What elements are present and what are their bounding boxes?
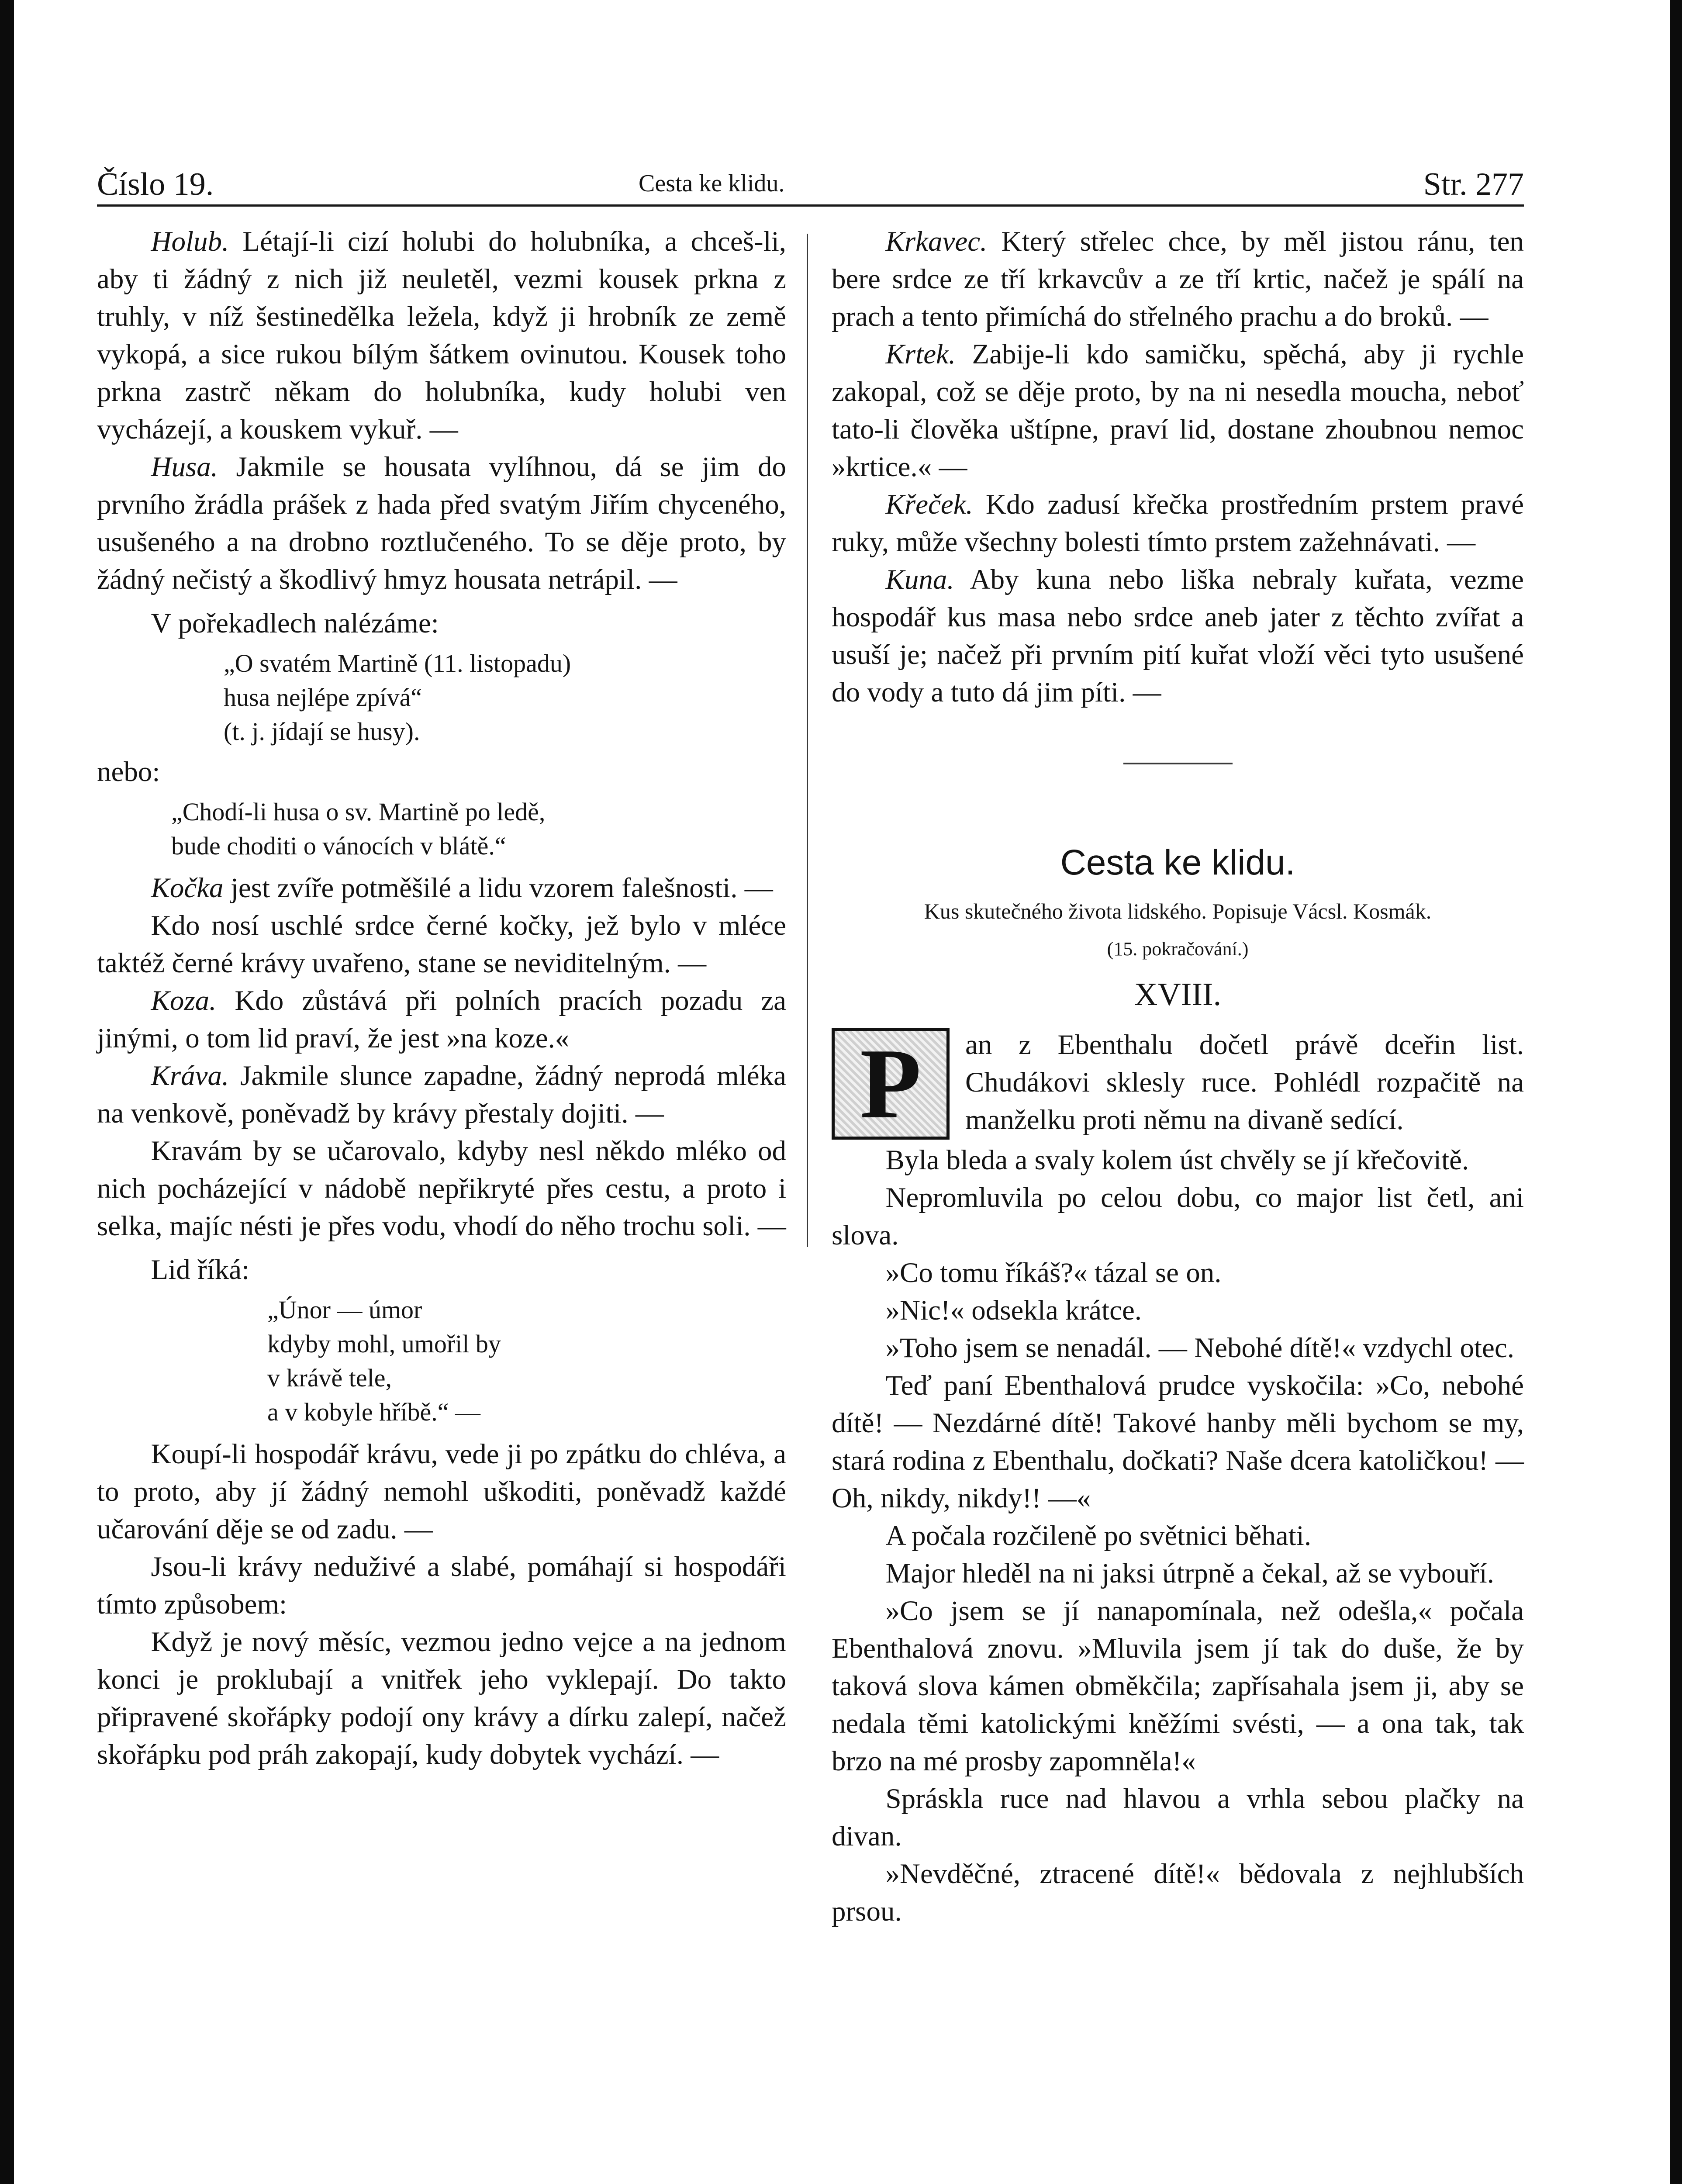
entry-krava-2: Kravám by se učarovalo, kdyby nesl někdo mléko od nich pocházející v nádobě nepřikryté přes cestu, a proto i selka, majíc nésti je přes vodu, vhodí do něho trochu soli. —: [97, 1135, 786, 1242]
porekadla-intro: V pořekadlech nalézáme:: [151, 608, 439, 639]
chapter-number: XVIII.: [1134, 977, 1222, 1013]
entry-krtek: [832, 335, 1524, 486]
term-koza: Koza.: [151, 985, 217, 1016]
text-holub: Létají-li cizí holubi do holubníka, a chceš-li, aby ti žádný z nich již neuletěl, vezmi kousek prkna z truhly, v níž šestinedělka ležela, když ji hrobník ze země vykopá, a sice rukou bílým šátkem ovinutou. Kousek toho prkna zastrč někam do holubníka, kudy holubi ven vycházejí, a kouskem vykuř. —: [97, 226, 787, 445]
text-krava: Jakmile slunce zapadne, žádný neprodá mléka na venkově, poněvadž by krávy přestaly dojiti. —: [97, 1060, 787, 1129]
text-krecek: Kdo zadusí křečka prostředním prstem pravé ruky, může všechny bolesti tímto prstem zažehnávati. —: [832, 489, 1524, 558]
page-header: [97, 144, 1524, 210]
text-husa: Jakmile se housata vylíhnou, dá se jim do prvního žrádla prášek z hada před svatým Jiřím chyceného, usušeného a na drobno roztlučeného. To se děje proto, by žádný nečistý a škodlivý hmyz housata netrápil. —: [97, 451, 786, 595]
entry-kuna: [832, 561, 1524, 711]
entry-krecek: [832, 486, 1524, 561]
term-krkavec: Krkavec.: [885, 226, 988, 257]
entry-krava: [97, 1057, 786, 1132]
term-krava: Kráva.: [151, 1060, 229, 1092]
verse-line: a v kobyle hříbě.“ —: [267, 1398, 481, 1426]
section-divider: [1123, 763, 1233, 764]
verse-line: bude choditi o vánocích v blátě.“: [171, 832, 506, 860]
scan-edge-right: [1670, 0, 1682, 2184]
story-paragraph-9: Major hleděl na ni jaksi útrpně a čekal, až se vybouří.: [885, 1558, 1494, 1589]
entry-koza: [97, 982, 786, 1057]
story-paragraph-1: [832, 1026, 1524, 1139]
story-subtitle: Kus skutečného života lidského. Popisuje Vácsl. Kosmák.: [924, 899, 1432, 923]
page: [97, 144, 1524, 2184]
verse-martin: [97, 646, 786, 749]
story-paragraph-3: Nepromluvila po celou dobu, co major list četl, ani slova.: [832, 1182, 1524, 1251]
text-kocka: jest zvíře potměšilé a lidu vzorem falešnosti. —: [230, 872, 773, 904]
right-column: [832, 223, 1524, 1930]
story-paragraph-10: »Co jsem se jí nanapomínala, než odešla,« počala Ebenthalová znovu. »Mluvila jsem jí tak do duše, že by taková slova kámen obměkčila; zapřísahala jsem ji, aby se nedala těmi katolickými kněžími svésti, — a ona tak, tak brzo na mé prosby zapomněla!«: [832, 1595, 1524, 1777]
continuation-note: (15. pokračování.): [1107, 938, 1249, 960]
scan-edge-left: [0, 0, 14, 2184]
text-koza: Kdo zůstává při polních pracích pozadu za jinými, o tom lid praví, že jest »na koze.«: [97, 985, 786, 1054]
entry-koupi: Koupí-li hospodář krávu, vede ji po zpátku do chléva, a to proto, aby jí žádný nemohl uškoditi, poněvadž každé učarování děje se od zadu. —: [97, 1438, 786, 1545]
verse-line: „Chodí-li husa o sv. Martině po ledě,: [171, 798, 546, 826]
story-paragraph-2: Byla bleda a svaly kolem úst chvěly se jí křečovitě.: [885, 1144, 1469, 1176]
story-paragraph-11: Spráskla ruce nad hlavou a vrhla sebou plačky na divan.: [832, 1783, 1524, 1852]
column-divider: [807, 234, 808, 1247]
entry-krkavec: [832, 223, 1524, 335]
entry-mesic: Když je nový měsíc, vezmou jedno vejce a na jednom konci je proklubají a vnitřek jeho vyklepají. Do takto připravené skořápky podojí ony krávy a dírku zalepí, načež skořápku pod práh zakopají, kudy dobytek vychází. —: [97, 1626, 786, 1770]
term-krtek: Krtek.: [885, 339, 956, 370]
term-holub: Holub.: [151, 226, 229, 257]
dropcap-letter: P: [860, 1028, 922, 1139]
term-krecek: Křeček.: [885, 489, 973, 520]
story-paragraph-4: »Co tomu říkáš?« tázal se on.: [885, 1257, 1222, 1289]
story-title: Cesta ke klidu.: [1060, 843, 1295, 882]
entry-neduzive: Jsou-li krávy neduživé a slabé, pomáhají si hospodáři tímto způsobem:: [97, 1551, 786, 1620]
header-rule: [97, 204, 1524, 207]
issue-number: Číslo 19.: [97, 166, 214, 202]
entry-husa: [97, 448, 786, 598]
verse-unor: [97, 1293, 786, 1429]
story-paragraph-7: Teď paní Ebenthalová prudce vyskočila: »Co, nebohé dítě! — Nezdárné dítě! Takové hanby měli bychom se my, stará rodina z Ebenthalu, dočkati? Naše dcera katoličkou! — Oh, nikdy, nikdy!! —«: [832, 1370, 1524, 1514]
story-paragraph-6: »Toho jsem se nenadál. — Nebohé dítě!« vzdychl otec.: [885, 1332, 1514, 1364]
text-krkavec: Který střelec chce, by měl jistou ránu, ten bere srdce ze tří krkavcův a ze tří krtic, načež je spálí na prach a tento přimíchá do střelného prachu a do broků. —: [832, 226, 1524, 332]
text-krtek: Zabije-li kdo samičku, spěchá, aby ji rychle zakopal, což se děje proto, by na ni nesedla moucha, neboť tato-li člověka uštípne, praví lid, dostane zhoubnou nemoc »krtice.« —: [832, 339, 1524, 483]
term-kocka: Kočka: [151, 872, 224, 904]
verse-line: v krávě tele,: [267, 1364, 392, 1392]
verse-line: „O svatém Martině (11. listopadu): [224, 649, 571, 677]
term-husa: Husa.: [151, 451, 218, 483]
running-title: Cesta ke klidu.: [639, 170, 785, 197]
entry-kocka-2: Kdo nosí uschlé srdce černé kočky, jež bylo v mléce taktéž černé krávy uvařeno, stane se neviditelným. —: [97, 910, 786, 979]
verse-line: kdyby mohl, umořil by: [267, 1330, 501, 1358]
text-kuna: Aby kuna nebo liška nebraly kuřata, vezme hospodář kus masa nebo srdce aneb jater z těchto zvířat a usuší je; načež při prvním pití kuřat vloží věci tyto usušené do vody a tuto dá jim píti. —: [832, 564, 1524, 708]
entry-holub: [97, 223, 786, 448]
nebo-label: nebo:: [97, 756, 160, 788]
entry-kocka: [97, 869, 786, 907]
story-paragraph-5: »Nic!« odsekla krátce.: [885, 1295, 1142, 1326]
dropcap-initial: [832, 1028, 950, 1140]
story-paragraph-1-text: an z Ebenthalu dočetl právě dceřin list. Chudákovi sklesly ruce. Pohlédl rozpačitě na manželku proti němu na divaně sedící.: [965, 1029, 1524, 1136]
verse-line: „Únor — úmor: [267, 1296, 422, 1324]
left-column: [97, 223, 786, 1773]
verse-line: husa nejlépe zpívá“: [224, 683, 422, 712]
verse-husa-led: [97, 795, 786, 863]
page-number: Str. 277: [1423, 166, 1524, 202]
term-kuna: Kuna.: [885, 564, 954, 595]
lid-rika: Lid říká:: [151, 1254, 250, 1286]
verse-line: (t. j. jídají se husy).: [224, 717, 420, 746]
story-paragraph-12: »Nevděčné, ztracené dítě!« bědovala z nejhlubších prsou.: [832, 1858, 1524, 1927]
story-paragraph-8: A počala rozčileně po světnici běhati.: [885, 1520, 1312, 1552]
